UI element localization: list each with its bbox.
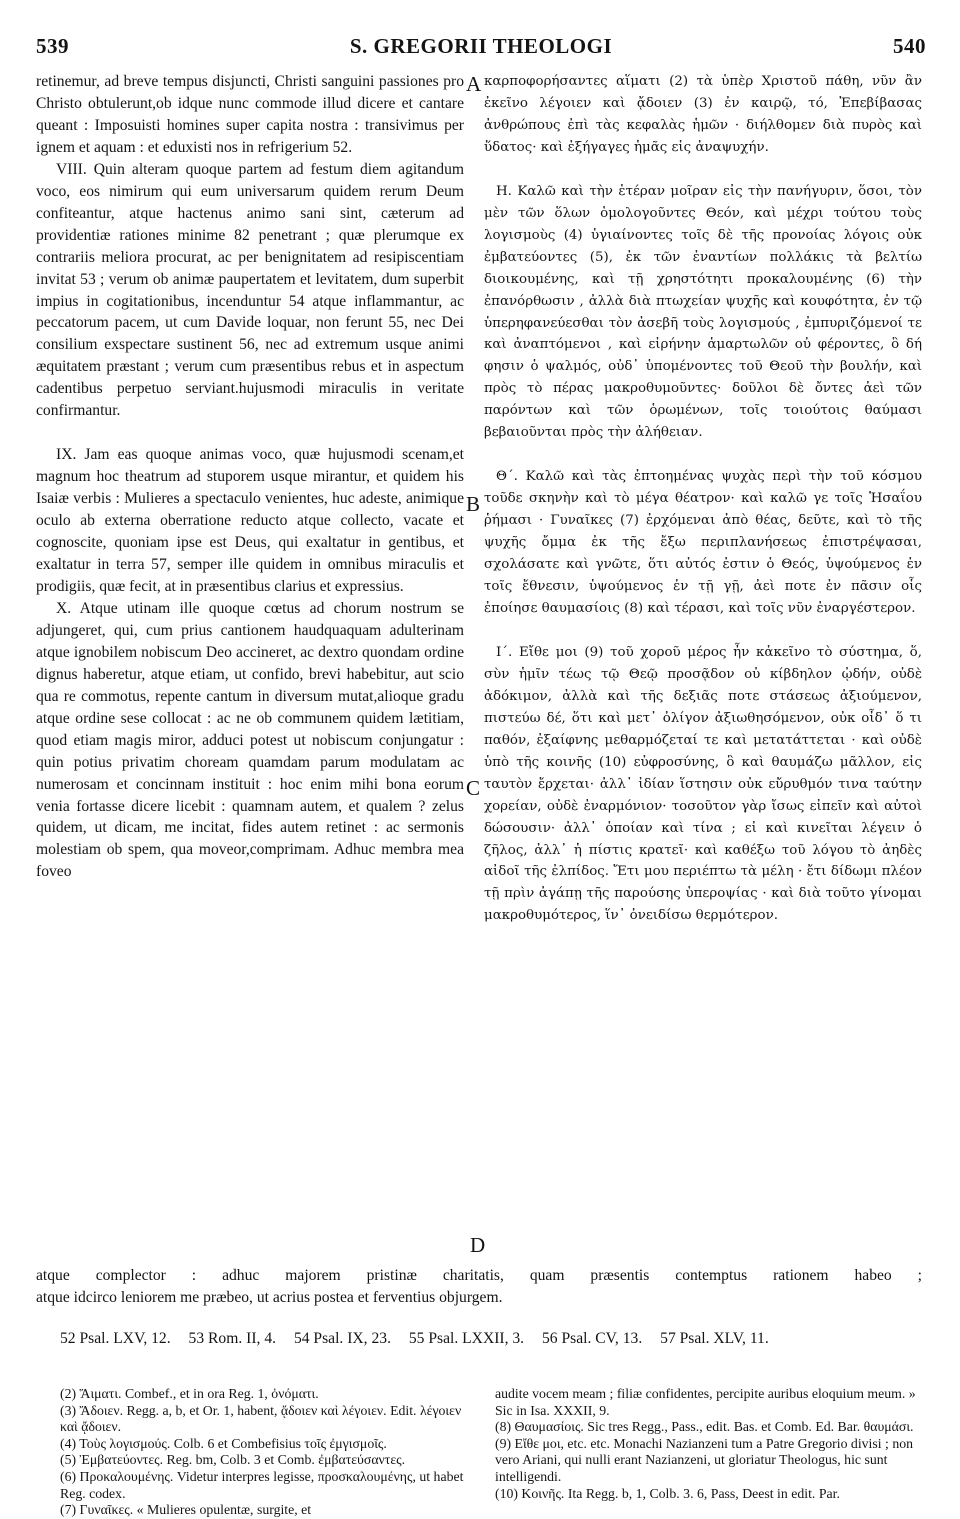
running-title: S. GREGORII THEOLOGI xyxy=(349,34,613,58)
latin-paragraph-viii: VIII. Quin alteram quoque partem ad festum diem agitandum voco, eos nimirum qui eum universarum quidem rerum Deum confiteantur, atque hactenus animo sani sint, cæterum ad providentiæ rationes minime 82 penetrant ; quæ plerumque ex contrariis meliora procurat, ac per benignitatem ad resipiscentiam invitat 53 ; verum ob animæ paupertatem et levitatem, dum superbit impius in cogitationibus, incenduntur 54 atque inflammantur, ac peccatorum pacem, ut cum Davide loquar, non ferunt 55, nec Dei consilium exspectare sustinent 56, nec ad extremum usque animi æquitatem præstant ; verum cum præsentibus rebus et in aspectum cadentibus perpetuo serviant.hujusmodi miraculis in veritate confirmantur. xyxy=(36,160,464,420)
footnote-8: (8) Θαυμασίοις. Sic tres Regg., Pass., edit. Bas. et Comb. Ed. Bar. θαυμάσι. xyxy=(495,1419,914,1435)
footnote-6: (6) Προκαλουμένης. Videtur interpres legisse, προσκαλουμένης, ut habet Reg. codex. xyxy=(60,1468,464,1501)
footnote-3: (3) Ἄδοιεν. Regg. a, b, et Or. 1, habent, ᾄδοιεν καὶ λέγοιεν. Edit. λέγοιεν καὶ ᾄδοιεν. xyxy=(60,1402,462,1435)
full-width-line-1: atque complector : adhuc majorem pristinæ charitatis, quam præsentis contemptus rationem habeo ; xyxy=(36,1267,922,1284)
footnote-4: (4) Τοὺς λογισμούς. Colb. 6 et Combefisius τοῖς ἐμγισμοῖς. xyxy=(60,1435,387,1451)
greek-paragraph-eta: Η. Καλῶ καὶ τὴν ἑτέραν μοῖραν εἰς τὴν πανήγυριν, ὅσοι, τὸν μὲν τῶν ὅλων ὁμολογοῦντες Θεόν, καὶ μέχρι τούτου τοὺς λογισμοὺς (4) ὑγιαίνοντες τοῖς δὲ τῆς προνοίας λόγοις οὐκ ἐμβατεύοντες (5), ἐκ τῶν ἐναντίων πολλάκις τὰ βελτίω διοικουμένης, καὶ τῇ χρηστότητι προκαλουμένης (6) τὴν ἐπανόρθωσιν , ἀλλὰ διὰ πτωχείαν ψυχῆς καὶ κουφότητα, ἐν τῷ ὑπερηφανεύεσθαι τὸν ἀσεβῆ τοὺς λογισμούς , ἐμπυριζόμενοί τε καὶ ἀναπτόμενοι , καὶ εἰρήνην ἁμαρτωλῶν οὐ φέροντες, ὃ δή φησιν ὁ ψαλμός, οὐδ᾽ ὑπομένοντες τοῦ Θεοῦ τὴν βουλήν, καὶ πρὸς τὸ πέρας μακροθυμοῦντες· δοῦλοι δὲ ὄντες ἀεὶ τῶν παρόντων καὶ τῶν ὁρωμένων, τοῖς τοιούτοις θαύμασι βεβαιοῦνται πρὸς τὴν ἀλήθειαν. xyxy=(484,183,922,441)
footnote-10: (10) Κοινῆς. Ita Regg. b, 1, Colb. 3. 6, Pass, Deest in edit. Par. xyxy=(495,1485,840,1501)
greek-paragraph-vii-end: καρποφορήσαντες αἵματι (2) τὰ ὑπὲρ Χριστοῦ πάθη, νῦν ἂν ἐκεῖνο λέγοιεν καὶ ᾄδοιεν (3) ἐν καιρῷ, τό, Ἐπεβίβασας ἀνθρώπους ἐπὶ τὰς κεφαλὰς ἡμῶν · διήλθομεν διὰ πυρὸς καὶ ὕδατος· καὶ ἐξήγαγες ἡμᾶς εἰς ἀναψυχήν. xyxy=(484,74,922,155)
footnote-2: (2) Ἅιματι. Combef., et in ora Reg. 1, ὀνόματι. xyxy=(60,1386,319,1401)
latin-paragraph-vii-end: retinemur, ad breve tempus disjuncti, Christi sanguini passiones pro Christo obtulerunt,ob idque nunc commode illud dicere et cantare queant : Imposuisti homines super capita nostra : transivimus per ignem et aquam : et eduxisti nos in refrigerium 52. xyxy=(36,73,464,156)
margin-marker-c: C xyxy=(466,776,481,800)
latin-column xyxy=(36,71,464,883)
reference-55: 55 Psal. LXXII, 3. xyxy=(408,1330,525,1347)
footnotes-right xyxy=(495,1386,920,1502)
page-header xyxy=(36,34,926,64)
greek-paragraph-iota: Ι΄. Εἴθε μοι (9) τοῦ χοροῦ μέρος ἦν κἀκεῖνο τὸ σύστημα, ὅ, σὺν ἡμῖν τέως τῷ Θεῷ προσᾷδον οὐ κίβδηλον ᾠδήν, οὐδὲ ἀδόκιμον, ἀλλὰ καὶ τῆς δεξιᾶς ποτε στάσεως ἀξιούμενον, πιστεύω δέ, ὅτι καὶ μετ᾽ ὀλίγον ἀξιωθησόμενον, οὐκ οἶδ᾽ ὅ τι παθόν, ἐξαίφνης μεθαρμόζεταί τε καὶ μετατάττεται · καὶ οὐδὲ ὑπὸ τῆς κοινῆς (10) εὐφροσύνης, ὃ καὶ θαυμάζω μᾶλλον, εἰς ταυτὸν ἔρχεται· ἀλλ᾽ ἰδίαν ἵστησιν οὐκ εὔρυθμόν τινα ταύτην χορείαν, οὐδὲ ἐναρμόνιον· τοσοῦτον γὰρ ἴσως εἰπεῖν καὶ αὐτοὶ δώσουσιν· ἀλλ᾽ ὁποίαν καὶ τίνα ; εἰ καὶ κινεῖται λέγειν ὁ ζῆλος, ἀλλ᾽ ἡ πίστις κρατεῖ· καὶ καθέξω τοῦ λόγου τὸ ἀηδὲς αἰδοῖ τῆς ἐλπίδος. Ἔτι μου περιέπτω τὰ μέλη · ἔτι δίδωμι πλέον τῇ πρὶν ἀγάπῃ τῆς παρούσης ὑπεροψίας · καὶ διὰ τοῦτο γίνομαι μακροθυμότερος, ἵν᾽ ὀνειδίσω θερμότερον. xyxy=(484,644,922,924)
margin-marker-d: D xyxy=(470,1233,486,1257)
margin-marker-b: B xyxy=(466,492,481,516)
footnote-7: (7) Γυναῖκες. « Mulieres opulentæ, surgite, et xyxy=(60,1502,312,1518)
footnote-7-continued: audite vocem meam ; filiæ confidentes, percipite auribus eloquium meum. » Sic in Isa. XXXII, 9. xyxy=(495,1386,916,1418)
full-width-text xyxy=(36,1265,922,1309)
latin-paragraph-ix: IX. Jam eas quoque animas voco, quæ hujusmodi scenam,et magnum hoc theatrum ad stuporem usque mirantur, et quidem his Isaiæ verbis : Mulieres a spectaculo venientes, huc adeste, animique oculo ab externa oberratione reducto atque collecto, vacate et cognoscite, quoniam ipse est Deus, qui exaltatur in gentibus, et exaltatur in terra 57, semper ille quidem in omnibus miraculis et prodigiis, quæ fecit, at in præsentibus clarius et expressius. xyxy=(36,446,464,595)
reference-56: 56 Psal. CV, 13. xyxy=(542,1330,643,1347)
latin-paragraph-x: X. Atque utinam ille quoque cœtus ad chorum nostrum se adjungeret, qui, cum prius cantionem haudquaquam adulterinam atque ignobilem nobiscum Deo accineret, ac dextro quondam ordine dignus haberetur, atque etiam, ut confido, brevi habebitur, aut scio qua re commotus, repente cantum in diversum mutat,alioque gradu atque ordine sese collocat : ac ne ob communem quidem lætitiam, quod etiam magis miror, adduci potest ut nobiscum conjungatur : quin potius privatim choream quamdam parum modulatam ac numerosam et concinnam instituit : hoc enim mihi bona eorum venia fortasse dicere licebit : quamnam autem, et qualem ? zelus quidem, ut dicam, me incitat, fides autem retinet : ac sermonis molestiam ob spem, qua moveor,comprimam. Adhuc membra mea foveo xyxy=(36,599,464,881)
scripture-references xyxy=(60,1330,920,1348)
footnote-5: (5) Ἐμβατεύοντες. Reg. bm, Colb. 3 et Comb. ἐμβατεύσαντες. xyxy=(60,1452,406,1468)
footnote-9: (9) Εἴθε μοι, etc. etc. Monachi Nazianzeni tum a Patre Gregorio divisi ; non vero Ariani, qui nulli erant Nazianzeni, ut gloriatur Theologus, hic sunt intelligendi. xyxy=(495,1435,914,1484)
reference-57: 57 Psal. XLV, 11. xyxy=(660,1330,769,1347)
margin-marker-a: A xyxy=(466,72,482,96)
reference-54: 54 Psal. IX, 23. xyxy=(293,1330,391,1347)
page-number-left: 539 xyxy=(36,34,69,58)
reference-52: 52 Psal. LXV, 12. xyxy=(60,1330,171,1347)
full-width-line-2: atque idcirco leniorem me præbeo, ut acrius postea et ferventius objurgem. xyxy=(36,1288,503,1306)
greek-column xyxy=(484,71,922,927)
footnotes-left xyxy=(60,1386,465,1519)
reference-53: 53 Rom. II, 4. xyxy=(188,1330,277,1347)
page-number-right: 540 xyxy=(893,34,926,58)
greek-paragraph-theta: Θ΄. Καλῶ καὶ τὰς ἐπτοημένας ψυχὰς περὶ τὴν τοῦ κόσμου τοῦδε σκηνὴν καὶ τὸ μέγα θέατρον· καὶ καλῶ γε τοῖς Ἡσαΐου ῥήμασι · Γυναῖκες (7) ἐρχόμεναι ἀπὸ θέας, δεῦτε, καὶ τὸ τῆς ψυχῆς ὄμμα ἐκ τῆς ἔξω περιπλανήσεως ἐπιστρέψασαι, σχολάσατε καὶ γνῶτε, ὅτι αὐτός ἐστιν ὁ Θεός, ὑψούμενος ἐν τοῖς ἔθνεσιν, ὑψούμενος ἐν τῇ γῇ, ἀεὶ ποτε ἐν πᾶσιν οἷς ἐποίησε θαυμασίοις (8) καὶ τέρασι, καὶ τοῖς νῦν ἐναργέστερον. xyxy=(484,469,922,616)
